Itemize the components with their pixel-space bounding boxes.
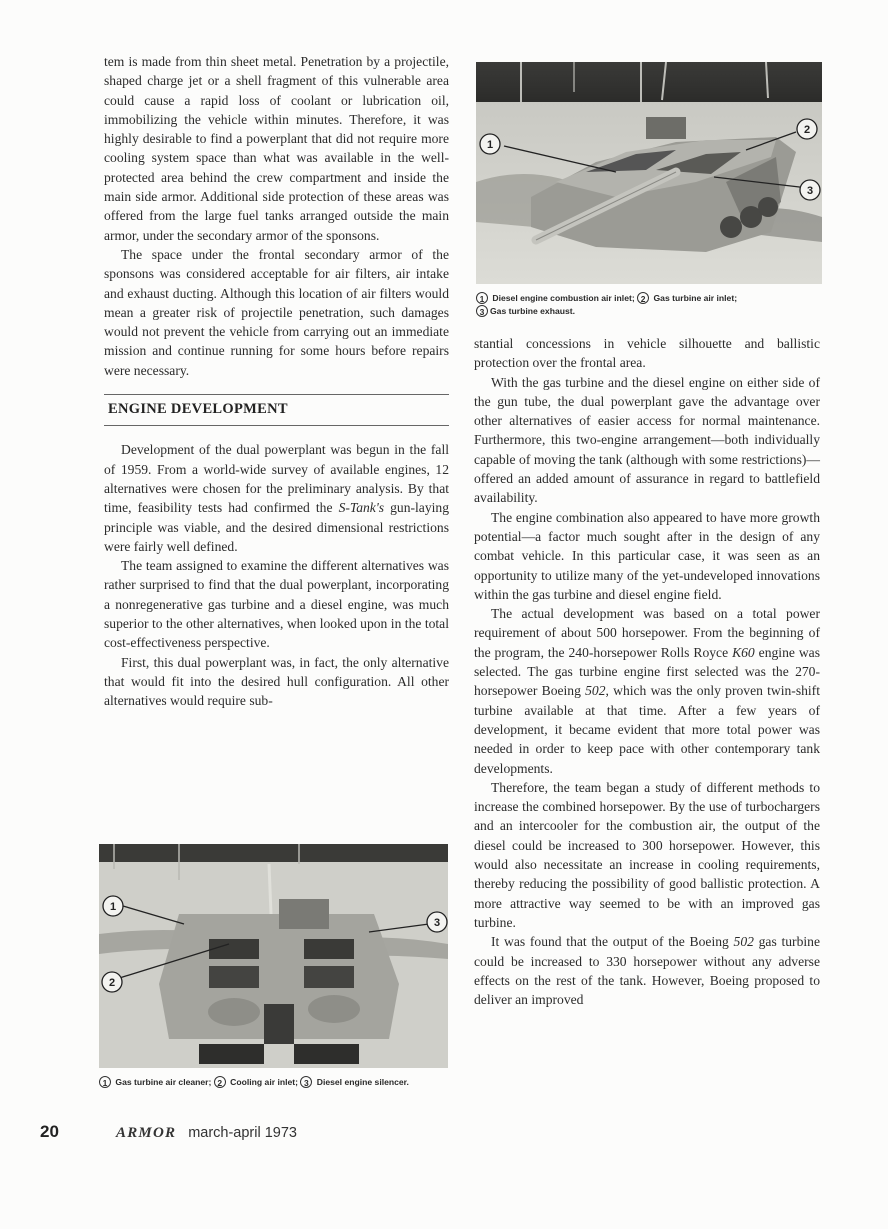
text-run: Development of the dual powerplant was begun in the fall of 1959. From a world-wide survey of available engines, 12 alternatives were chosen for the preliminary analysis. By that time, feasibility tests had confirmed the [104, 442, 449, 516]
svg-text:2: 2 [803, 124, 811, 136]
svg-text:3: 3 [433, 917, 441, 929]
text-run: engine was selected. The gas turbine engine first selected was the 270-horsepower Boeing [474, 644, 820, 699]
callout-number: 3 [476, 305, 488, 317]
figure-caption [99, 1076, 444, 1089]
paragraph [474, 932, 820, 1009]
svg-text:1: 1 [486, 139, 494, 151]
paragraph: Therefore, the team began a study of different methods to increase the combined horsepower. By the use of turbochargers and an intercooler for the combustion air, the output of the diesel could be increased to 300 horsepower. However, this would also necessitate an increase in cooling requirements, thereby reducing the possibility of good ballistic protection. A more attractive way seemed to be with an improved gas turbine. [474, 779, 820, 930]
callout-2 [102, 972, 122, 992]
paragraph: stantial concessions in vehicle silhouette and ballistic protection over the frontal area. [474, 336, 820, 371]
italic-term: S-Tank's [338, 500, 385, 516]
left-column [104, 52, 449, 711]
text-run: gun-laying principle was viable, and the desired dimensional restrictions were fairly well defined. [104, 500, 450, 554]
callout-number: 2 [214, 1076, 226, 1088]
callout-2 [797, 119, 817, 139]
text-run: It was found that the output of the Boeing [491, 934, 734, 950]
callout-1 [480, 134, 500, 154]
callout-number: 1 [99, 1076, 111, 1088]
callout-number: 1 [476, 292, 488, 304]
paragraph: The team assigned to examine the different alternatives was rather surprised to find that the dual powerplant, incorporating a nonregenerative gas turbine and a diesel engine, was much superior to the other alternatives, when looked upon in the total cost-effectiveness perspective. [104, 558, 449, 651]
text-run: The actual development was based on a total power requirement of about 500 horsepower. From the beginning of the program, the 240-horsepower Rolls Royce [474, 606, 820, 660]
issue-date: march-april 1973 [188, 1125, 297, 1141]
tank-front-photo [476, 62, 822, 284]
paragraph [104, 440, 449, 556]
paragraph: tem is made from thin sheet metal. Penetration by a projectile, shaped charge jet or a shell fragment of this vulnerable area could cause a rapid loss of coolant or lubrication oil, immobilizing the vehicle within minutes. Therefore, it was highly desirable to find a powerplant that did not require more cooling system space than what was available in the well-protected area behind the crew compartment and inside the main side armor. Additional side protection of these areas was offered from the large fuel tanks arranged outside the main armor, under the secondary armor of the sponsons. [104, 54, 449, 243]
italic-term: K60 [732, 644, 755, 660]
callout-number: 2 [637, 292, 649, 304]
caption-item: Gas turbine air cleaner; [115, 1077, 212, 1087]
magazine-name: ARMOR [116, 1125, 177, 1141]
text-run: , which was the only proven twin-shift turbine available at that time. After a few years of development, it became evident that more total power was needed in order to keep pace with other contemporary tank developments. [474, 683, 820, 776]
caption-item: Gas turbine exhaust. [490, 306, 576, 316]
paragraph: With the gas turbine and the diesel engine on either side of the gun tube, the dual powerplant gave the advantage over other alternatives of easier access for normal maintenance. Furthermore, this two-engine arrangement—both individually capable of moving the tank (although with some restrictions)—offered an added amount of assurance in regard to battlefield availability. [474, 374, 820, 506]
svg-text:3: 3 [806, 185, 814, 197]
callout-1 [103, 896, 123, 916]
caption-item: Diesel engine combustion air inlet; [492, 293, 635, 303]
page-number: 20 [40, 1122, 59, 1141]
tank-rear-photo [99, 844, 448, 1068]
callout-number: 3 [300, 1076, 312, 1088]
svg-text:2: 2 [108, 977, 116, 989]
paragraph: The space under the frontal secondary armor of the sponsons was considered acceptable for air filters, air intake and exhaust ducting. Although this location of air filters would mean a greater risk of projectile penetration, such damages would not prevent the vehicle from carrying out an immediate mission and continue running for some hours before repairs were necessary. [104, 246, 449, 378]
caption-item: Diesel engine silencer. [316, 1077, 409, 1087]
page-footer [40, 1122, 297, 1148]
caption-item: Gas turbine air inlet; [653, 293, 738, 303]
italic-term: 502 [733, 934, 754, 950]
paragraph [474, 604, 820, 778]
svg-text:1: 1 [109, 901, 117, 913]
paragraph: First, this dual powerplant was, in fact, the only alternative that would fit into the desired hull configuration. All other alternatives would require sub- [104, 654, 449, 709]
section-heading: ENGINE DEVELOPMENT [108, 401, 288, 418]
figure-caption [476, 292, 822, 318]
section-heading-block [104, 394, 449, 426]
right-column [474, 334, 820, 1009]
text-run: gas turbine could be increased to 330 horsepower without any adverse effects on the rest of the tank. However, Boeing proposed to deliver an improved [474, 934, 820, 1008]
paragraph: The engine combination also appeared to have more growth potential—a factor much sought after in the design of any combat vehicle. In this particular case, it was seen as an opportunity to utilize many of the yet-undeveloped innovations within the gas turbine and diesel engine field. [474, 509, 820, 602]
callout-3 [427, 912, 447, 932]
caption-item: Cooling air inlet; [230, 1077, 298, 1087]
italic-term: 502 [585, 683, 606, 699]
callout-3 [800, 180, 820, 200]
